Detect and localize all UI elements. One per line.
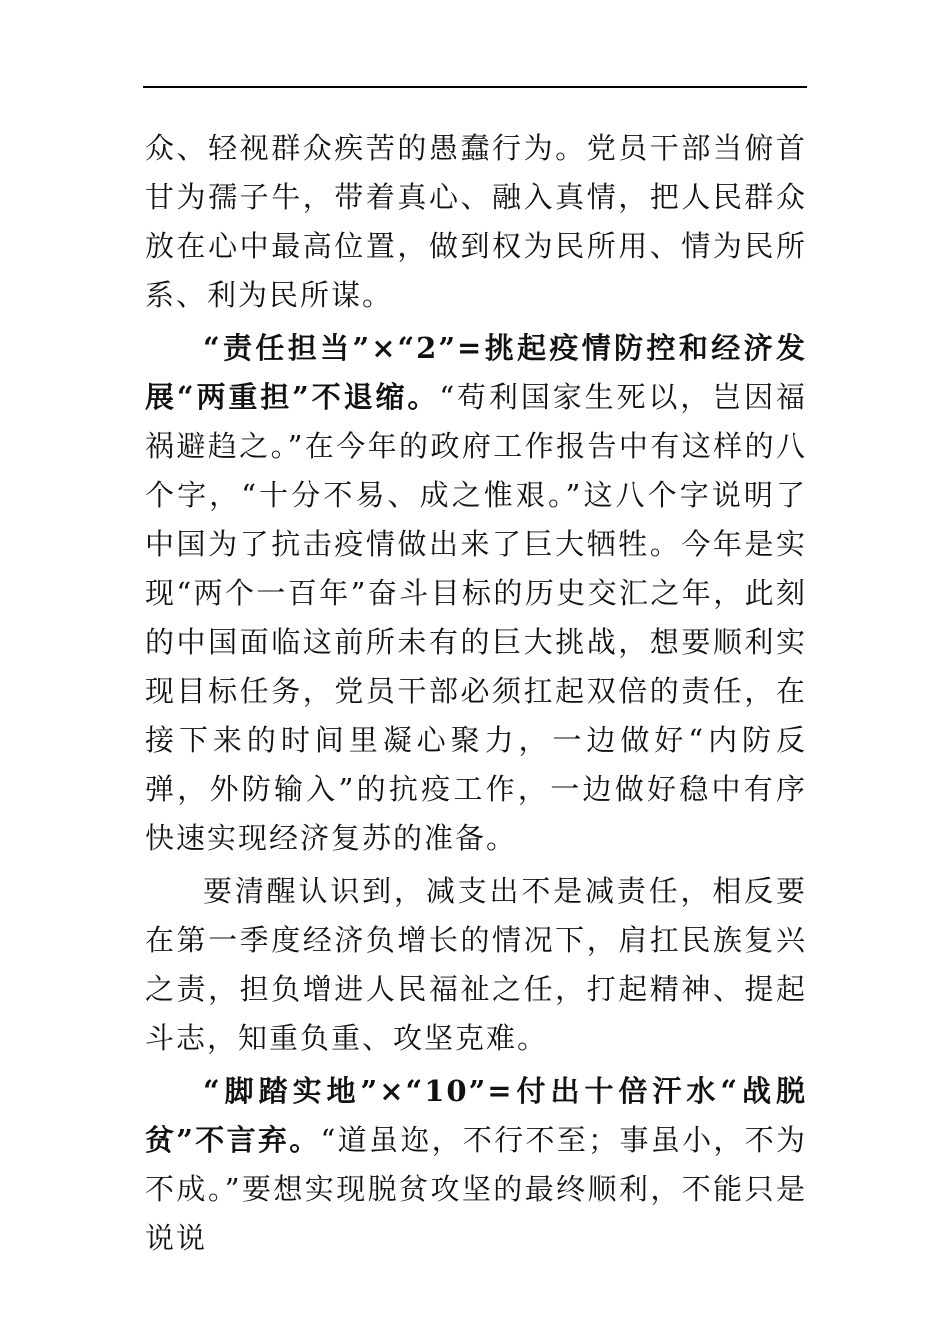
paragraph-awareness <box>145 867 807 1063</box>
paragraph-text: 众、轻视群众疾苦的愚蠢行为。党员干部当俯首甘为孺子牛，带着真心、融入真情，把人民群众放在心中最高位置，做到权为民所用、情为民所系、利为民所谋。 <box>145 131 807 312</box>
paragraph-text: “苟利国家生死以，岂因福祸避趋之。”在今年的政府工作报告中有这样的八个字，“十分不易、成之惟艰。”这八个字说明了中国为了抗击疫情做出来了巨大牺牲。今年是实现“两个一百年”奋斗目标的历史交汇之年，此刻的中国面临这前所未有的巨大挑战，想要顺利实现目标任务，党员干部必须扛起双倍的责任，在接下来的时间里凝心聚力，一边做好“内防反弹，外防输入”的抗疫工作，一边做好稳中有序快速实现经济复苏的准备。 <box>145 380 807 855</box>
paragraph-continuation <box>145 124 807 320</box>
paragraph-text: “道虽迩，不行不至；事虽小，不为不成。”要想实现脱贫攻坚的最终顺利，不能只是说说 <box>145 1123 808 1255</box>
paragraph-down-to-earth <box>145 1067 807 1263</box>
paragraph-heading: “责任担当”×“2”=挑起疫情防控和经济发展“两重担”不退缩。 <box>145 331 807 414</box>
document-body <box>145 124 807 1263</box>
paragraph-responsibility <box>145 324 807 863</box>
paragraph-heading: “脚踏实地”×“10”=付出十倍汗水“战脱贫”不言弃。 <box>145 1074 807 1157</box>
paragraph-text: 要清醒认识到，减支出不是减责任，相反要在第一季度经济负增长的情况下，肩扛民族复兴之责，担负增进人民福祉之任，打起精神、提起斗志，知重负重、攻坚克难。 <box>145 874 807 1055</box>
header-rule <box>143 86 807 88</box>
